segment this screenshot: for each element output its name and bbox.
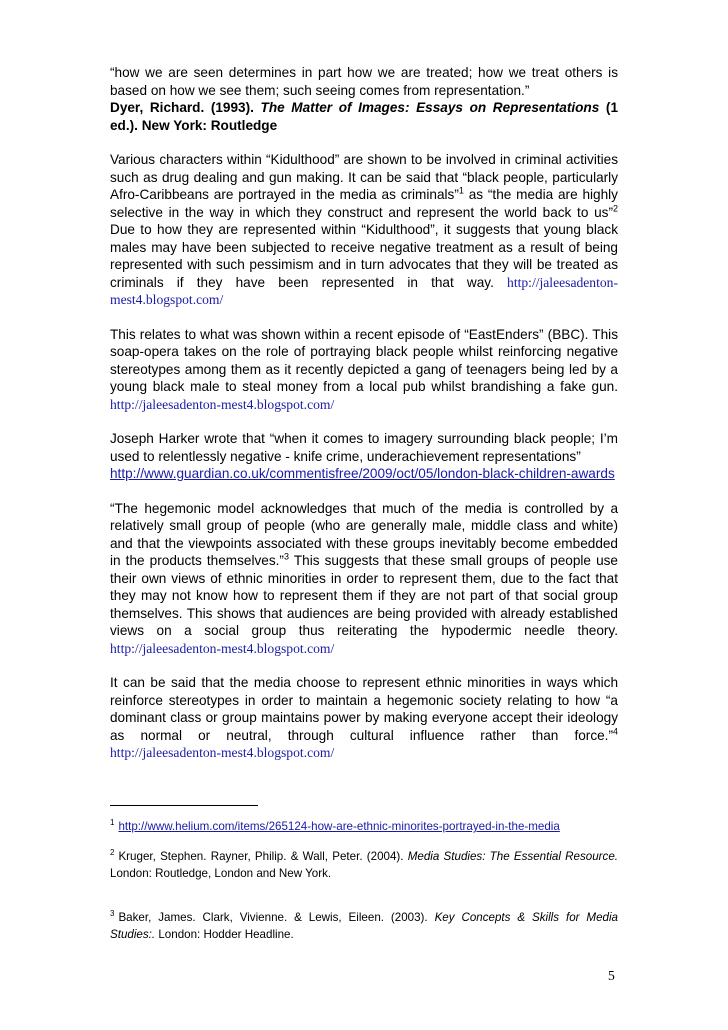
kidulthood-text-b: as “the media are highly selective in the way in which they construct and represent the world back to us” xyxy=(110,187,618,220)
ethnic-text-a: It can be said that the media choose to represent ethnic minorities in ways which reinforce stereotypes in order to maintain a hegemonic society relating to how “a dominant class or group maintains power by making everyone accept their ideology as normal or neutral, through cultural influence rather than force.” xyxy=(110,675,618,743)
quote-paragraph xyxy=(110,64,618,134)
guardian-link[interactable]: http://www.guardian.co.uk/commentisfree/2009/oct/05/london-black-children-awards xyxy=(110,466,615,481)
dyer-quote: “how we are seen determines in part how we are treated; how we treat others is based on how we see them; such seeing comes from representation.” xyxy=(110,65,618,98)
footnote-2-number: 2 xyxy=(110,848,115,858)
blog-link[interactable]: http://jaleesadenton-mest4.blogspot.com/ xyxy=(110,396,335,412)
kidulthood-text-c: Due to how they are represented within “Kidulthood”, it suggests that young black males may have been subjected to receive negative treatment as a result of being represented with such pessimism and in turn advocates that they will be treated as criminals if they have been represented in that way. xyxy=(110,222,618,290)
footnote-ref-4[interactable]: 4 xyxy=(612,725,618,736)
body-text xyxy=(110,64,618,779)
harker-paragraph xyxy=(110,430,618,483)
page-number: 5 xyxy=(608,968,615,983)
footnote-1-number: 1 xyxy=(110,818,115,828)
ethnic-minorities-paragraph xyxy=(110,674,618,762)
footnote-ref-3[interactable]: 3 xyxy=(283,551,289,562)
blog-link[interactable]: http://jaleesadenton-mest4.blogspot.com/ xyxy=(110,274,618,307)
footnote-ref-1[interactable]: 1 xyxy=(458,185,464,196)
citation-title: The Matter of Images: Essays on Representations xyxy=(260,100,600,115)
citation-author: Dyer, Richard. (1993). xyxy=(110,100,261,115)
blog-link[interactable]: http://jaleesadenton-mest4.blogspot.com/ xyxy=(110,745,335,760)
footnote-3-title: Key Concepts & Skills for Media Studies:. xyxy=(110,911,618,941)
citation-publisher: (1 ed.). New York: Routledge xyxy=(110,100,619,133)
footnote-2-title: Media Studies: The Essential Resource. xyxy=(407,850,618,863)
footnote-2-authors: Kruger, Stephen. Rayner, Philip. & Wall, Peter. (2004). xyxy=(118,850,408,863)
footnote-ref-2[interactable]: 2 xyxy=(612,202,618,213)
eastenders-text: This relates to what was shown within a recent episode of “EastEnders” (BBC). This soap-opera takes on the role of portraying black people whilst reinforcing negative stereotypes among them as it recently depicted a gang of teenagers being led by a young black male to steal money from a local pub whilst brandishing a fake gun. xyxy=(110,326,618,394)
helium-link[interactable]: http://www.helium.com/items/265124-how-are-ethnic-minorites-portrayed-in-the-media xyxy=(118,820,560,833)
footnote-3 xyxy=(110,909,618,943)
blog-link[interactable]: http://jaleesadenton-mest4.blogspot.com/ xyxy=(110,640,335,656)
hegemonic-paragraph xyxy=(110,500,618,658)
kidulthood-paragraph xyxy=(110,151,618,309)
footnotes xyxy=(110,818,618,943)
footnote-2-publisher: London: Routledge, London and New York. xyxy=(110,867,332,880)
footnote-3-number: 3 xyxy=(110,909,115,919)
harker-quote: Joseph Harker wrote that “when it comes to imagery surrounding black people; I’m used to relentlessly negative - knife crime, underachievement representations” xyxy=(110,431,618,464)
footnote-3-publisher: London: Hodder Headline. xyxy=(155,928,294,941)
footnote-3-authors: Baker, James. Clark, Vivienne. & Lewis, Eileen. (2003). xyxy=(118,911,435,924)
footnote-2 xyxy=(110,848,618,882)
eastenders-paragraph xyxy=(110,326,618,414)
footnote-1 xyxy=(110,818,618,835)
hegemonic-text-b: This suggests that these small groups of people use their own views of ethnic minorities in order to represent them, due to the fact that they may not know how to represent them if they are not part of that social group themselves. This shows that audiences are being provided with already established views on a social group thus reiterating the hypodermic needle theory. xyxy=(110,553,618,638)
footnote-separator xyxy=(110,805,258,806)
hegemonic-text-a: “The hegemonic model acknowledges that much of the media is controlled by a relatively small group of people (who are generally male, middle class and white) and that the viewpoints associated with these groups inevitably become embedded in the products themselves.” xyxy=(110,500,618,568)
kidulthood-text-a: Various characters within “Kidulthood” are shown to be involved in criminal activities such as drug dealing and gun making. It can be said that “black people, particularly Afro-Caribbeans are portrayed in the media as criminals” xyxy=(110,152,618,202)
